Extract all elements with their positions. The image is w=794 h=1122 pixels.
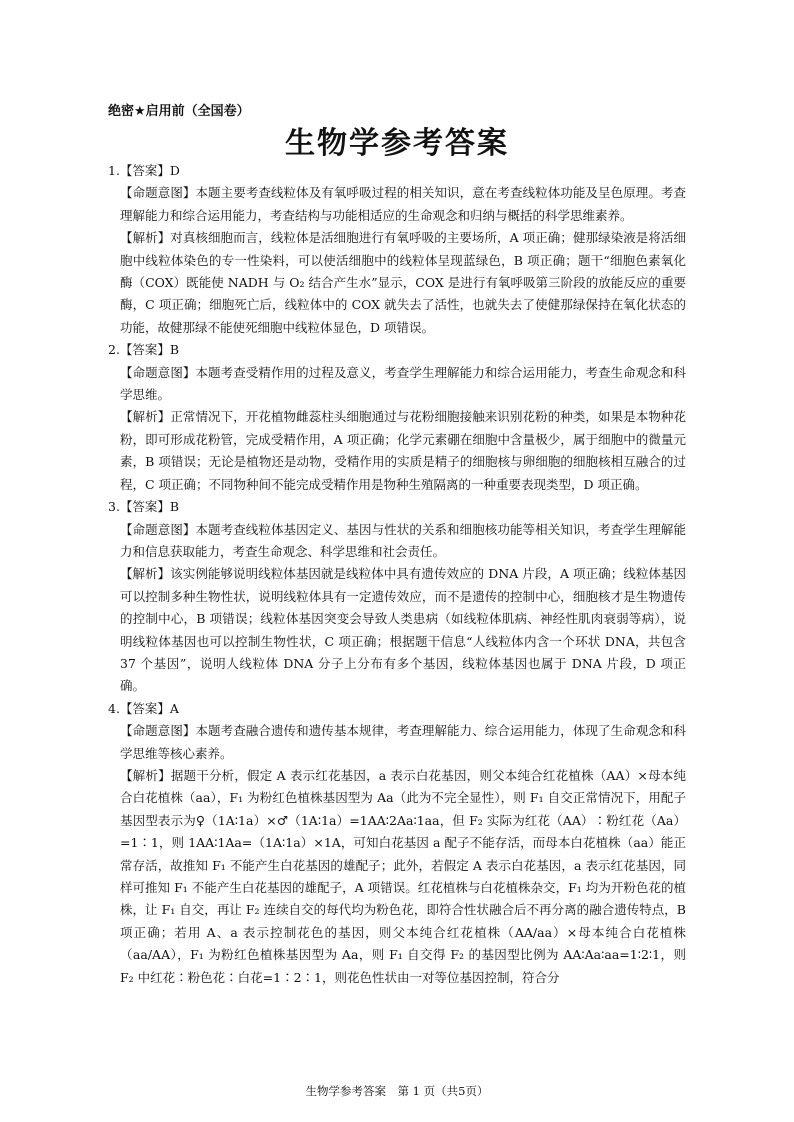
question-4 [108, 698, 686, 989]
question-1-intent: 【命题意图】本题主要考查线粒体及有氧呼吸过程的相关知识，意在考查线粒体功能及呈色原理。考查理解能力和综合运用能力，考查结构与功能相适应的生命观念和归纳与概括的科学思维素养。 [120, 185, 686, 223]
question-3-analysis: 【解析】该实例能够说明线粒体基因就是线粒体中具有遗传效应的 DNA 片段，A 项正确；线粒体基因可以控制多种生物性状，说明线粒体具有一定遗传效应，而不是遗传的控制中心，细胞核才是生物遗传的控制中心，B 项错误；线粒体基因突变会导致人类患病（如线粒体肌病、神经性肌肉衰弱等病），说明线粒体基因也可以控制生物性状，C 项正确；根据题干信息“人线粒体内含一个环状 DNA，共包含 37 个基因”，说明人线粒体 DNA 分子上分布有多个基因，线粒体基因也属于 DNA 片段，D 项正确。 [120, 566, 686, 694]
question-3 [108, 496, 686, 698]
question-1-analysis: 【解析】对真核细胞而言，线粒体是活细胞进行有氧呼吸的主要场所，A 项正确；健那绿染液是将活细胞中线粒体染色的专一性染料，可以使活细胞中的线粒体呈现蓝绿色，B 项正确；题干“细胞色素氧化酶（COX）既能使 NADH 与 O₂ 结合产生水”显示，COX 是进行有氧呼吸第三阶段的放能反应的重要酶，C 项正确；细胞死亡后，线粒体中的 COX 就失去了活性，也就失去了使健那绿保持在氧化状态的功能，故健那绿不能使死细胞中线粒体显色，D 项错误。 [120, 230, 686, 335]
question-2-intent: 【命题意图】本题考查受精作用的过程及意义，考查学生理解能力和综合运用能力，考查生命观念和科学思维。 [120, 364, 686, 403]
question-2 [108, 339, 686, 496]
question-2-answer: 2.【答案】B [108, 342, 180, 358]
page-footer: 生物学参考答案 第 1 页（共5页） [305, 1084, 489, 1098]
question-1-answer: 1.【答案】D [108, 163, 180, 178]
page-title: 生物学参考答案 [285, 126, 509, 161]
question-3-intent: 【命题意图】本题考查线粒体基因定义、基因与性状的关系和细胞核功能等相关知识，考查学生理解能力和信息获取能力，考查生命观念、科学思维和社会责任。 [120, 521, 686, 559]
answers-body [108, 160, 686, 989]
question-4-intent: 【命题意图】本题考查融合遗传和遗传基本规律，考查理解能力、综合运用能力，体现了生命观念和科学思维等核心素养。 [120, 723, 686, 761]
question-3-answer: 3.【答案】B [108, 499, 180, 515]
question-2-analysis: 【解析】正常情况下，开花植物雌蕊柱头细胞通过与花粉细胞接触来识别花粉的种类，如果是本物种花粉，即可形成花粉管，完成受精作用，A 项正确；化学元素硼在细胞中含量极少，属于细胞中的微量元素，B 项错误；无论是植物还是动物，受精作用的实质是精子的细胞核与卵细胞的细胞核相互融合的过程，C 项正确；不同物种间不能完成受精作用是物种生殖隔离的一种重要表现类型，D 项正确。 [120, 409, 686, 492]
confidential-label: 绝密★启用前（全国卷） [108, 104, 250, 119]
question-4-answer: 4.【答案】A [108, 700, 179, 716]
question-1 [108, 160, 686, 339]
question-4-analysis: 【解析】据题干分析，假定 A 表示红花基因，a 表示白花基因，则父本纯合红花植株（AA）×母本纯合白花植株（aa），F₁ 为粉红色植株基因型为 Aa（此为不完全显性），则 F₁ 自交正常情况下，用配子基因型表示为♀（1A∶1a）×♂（1A∶1a）=1AA∶2Aa∶1aa，但 F₂ 实际为红花（AA）∶粉红花（Aa）=1∶1，则 1AA∶1Aa=（1A∶1a）×1A，可知白花基因 a 配子不能存活，而母本白花植株（aa）能正常存活，故推知 F₁ 不能产生白花基因的雄配子；此外，若假定 A 表示白花基因，a 表示红花基因，同样可推知 F₁ 不能产生白花基因的雄配子，A 项错误。红花植株与白花植株杂交，F₁ 均为开粉色花的植株，让 F₁ 自交，再让 F₂ 连续自交的每代均为粉色花，即符合性状融合后不再分离的融合遗传特点，B 项正确；若用 A、a 表示控制花色的基因，则父本纯合红花植株（AA/aa）×母本纯合白花植株（aa/AA），F₁ 为粉红色植株基因型为 Aa，则 F₁ 自交得 F₂ 的基因型比例为 AA∶Aa∶aa=1∶2∶1，则 F₂ 中红花∶粉色花∶白花=1∶2∶1，则花色性状由一对等位基因控制，符合分 [120, 767, 686, 985]
